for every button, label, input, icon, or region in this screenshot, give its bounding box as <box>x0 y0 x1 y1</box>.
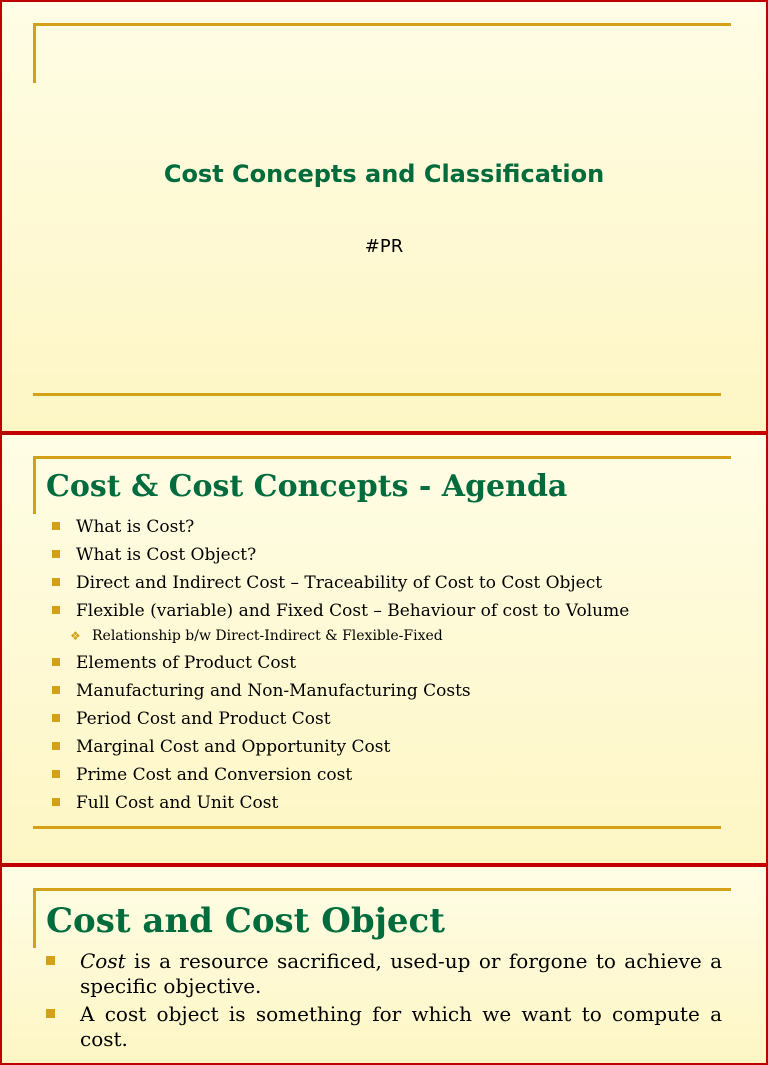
frame-bottom-line <box>33 393 721 396</box>
square-bullet-icon <box>52 798 60 806</box>
list-item: Cost is a resource sacrificed, used-up or forgone to achieve a specific objective. <box>46 949 722 999</box>
slide-title: Cost & Cost Concepts - Agenda <box>46 469 568 504</box>
list-item: Elements of Product Cost <box>50 649 629 677</box>
slide-subtitle: #PR <box>364 236 404 257</box>
square-bullet-icon <box>52 770 60 778</box>
slide-title: Cost Concepts and Classification <box>163 160 605 188</box>
list-item: Period Cost and Product Cost <box>50 705 629 733</box>
frame-top-line <box>33 888 731 891</box>
frame-left-line <box>33 23 36 83</box>
list-item: Prime Cost and Conversion cost <box>50 761 629 789</box>
square-bullet-icon <box>52 578 60 586</box>
list-item: Full Cost and Unit Cost <box>50 789 629 817</box>
square-bullet-icon <box>52 522 60 530</box>
list-item: Flexible (variable) and Fixed Cost – Behaviour of cost to Volume <box>50 597 629 625</box>
square-bullet-icon <box>52 742 60 750</box>
list-item: A cost object is something for which we want to compute a cost. <box>46 1002 722 1052</box>
frame-bottom-line <box>33 826 721 829</box>
square-bullet-icon <box>52 658 60 666</box>
list-item: Manufacturing and Non-Manufacturing Costs <box>50 677 629 705</box>
definition-list <box>46 949 722 1055</box>
square-bullet-icon <box>52 550 60 558</box>
square-bullet-icon <box>46 956 55 965</box>
frame-top-line <box>33 456 731 459</box>
square-bullet-icon <box>52 606 60 614</box>
slide-title: Cost and Cost Object <box>46 901 445 941</box>
square-bullet-icon <box>46 1009 55 1018</box>
sub-list-item: ❖ Relationship b/w Direct-Indirect & Flexible-Fixed <box>50 625 629 649</box>
list-item: Direct and Indirect Cost – Traceability of Cost to Cost Object <box>50 569 629 597</box>
list-item: What is Cost Object? <box>50 541 629 569</box>
list-item: Marginal Cost and Opportunity Cost <box>50 733 629 761</box>
square-bullet-icon <box>52 714 60 722</box>
agenda-list <box>50 513 629 817</box>
frame-top-line <box>33 23 731 26</box>
frame-left-line <box>33 888 36 948</box>
square-bullet-icon <box>52 686 60 694</box>
list-item: What is Cost? <box>50 513 629 541</box>
diamond-bullet-icon: ❖ <box>70 629 81 643</box>
title-slide <box>0 0 768 433</box>
frame-left-line <box>33 456 36 514</box>
cost-object-slide <box>0 865 768 1065</box>
agenda-slide <box>0 433 768 865</box>
